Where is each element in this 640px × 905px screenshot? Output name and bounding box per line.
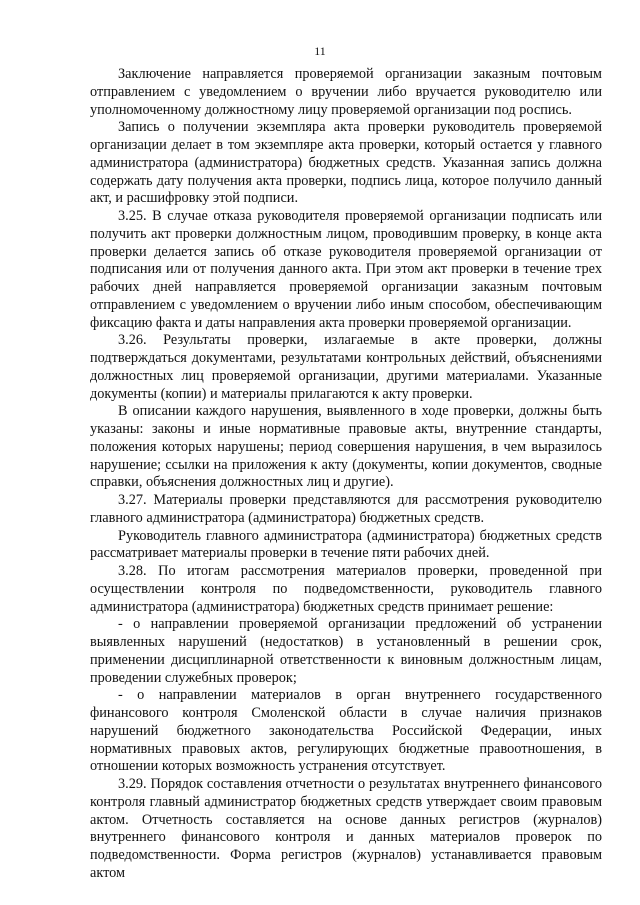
list-item-materials-referral: - о направлении материалов в орган внутреннего государственного финансового контроля Смоленской области в случае наличия признаков нарушений бюджетного законодательства Российской Федерации, иных нормативных правовых актов, регулирующих бюджетные правоотношения, в отношении которых возможность устранения отсутствует. <box>90 687 602 775</box>
document-body <box>90 66 602 883</box>
paragraph-violation-description: В описании каждого нарушения, выявленного в ходе проверки, должны быть указаны: законы и иные нормативные правовые акты, внутренние стандарты, положения которых нарушены; период совершения нарушения, в чем выразилось нарушение; ссылки на приложения к акту (документы, копии документов, сводные справки, объяснения должностных лиц и другие). <box>90 403 602 491</box>
paragraph-3-25: 3.25. В случае отказа руководителя проверяемой организации подписать или получить акт проверки должностным лицом, проводившим проверку, в конце акта проверки делается запись об отказе руководителя проверяемой организации от подписания или от получения данного акта. При этом акт проверки в течение трех рабочих дней направляется проверяемой организации заказным почтовым отправлением с уведомлением о вручении либо иным способом, обеспечивающим фиксацию факта и даты направления акта проверки проверяемой организации. <box>90 208 602 331</box>
paragraph-review-period: Руководитель главного администратора (администратора) бюджетных средств рассматривает материалы проверки в течение пяти рабочих дней. <box>90 527 602 562</box>
paragraph-3-29: 3.29. Порядок составления отчетности о результатах внутреннего финансового контроля главный администратор бюджетных средств утверждает своим правовым актом. Отчетность составляется на основе данных регистров (журналов) внутреннего финансового контроля и данных материалов проверок по подведомственности. Форма регистров (журналов) устанавливается правовым актом <box>90 776 602 881</box>
paragraph-receipt-record: Запись о получении экземпляра акта проверки руководитель проверяемой организации делает в том экземпляре акта проверки, который остается у главного администратора (администратора) бюджетных средств. Указанная запись должна содержать дату получения акта проверки, подпись лица, которое получило данный акт, и расшифровку этой подписи. <box>90 119 602 207</box>
page-number: 11 <box>314 44 326 58</box>
paragraph-conclusion-delivery: Заключение направляется проверяемой организации заказным почтовым отправлением с уведомлением о вручении либо вручается руководителю или уполномоченному должностному лицу проверяемой организации под роспись. <box>90 66 602 118</box>
list-item-proposals: - о направлении проверяемой организации предложений об устранении выявленных нарушений (недостатков) в установленный в решении срок, применении дисциплинарной ответственности к виновным должностным лицам, проведении служебных проверок; <box>90 616 602 686</box>
paragraph-3-26: 3.26. Результаты проверки, излагаемые в акте проверки, должны подтверждаться документами, результатами контрольных действий, объяснениями должностных лиц проверяемой организации, другими материалами. Указанные документы (копии) и материалы прилагаются к акту проверки. <box>90 332 602 402</box>
paragraph-3-28: 3.28. По итогам рассмотрения материалов проверки, проведенной при осуществлении контроля по подведомственности, руководитель главного администратора (администратора) бюджетных средств принимает решение: <box>90 563 602 615</box>
paragraph-3-27: 3.27. Материалы проверки представляются для рассмотрения руководителю главного администратора (администратора) бюджетных средств. <box>90 492 602 526</box>
